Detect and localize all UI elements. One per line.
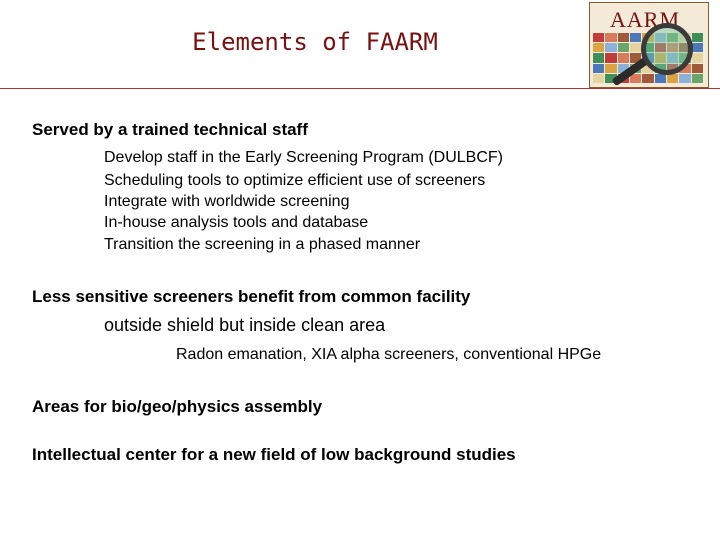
periodic-cell (593, 33, 604, 42)
periodic-cell (630, 43, 641, 52)
periodic-cell (692, 53, 703, 62)
logo-text: AARM (610, 7, 681, 32)
periodic-cell (605, 64, 616, 73)
periodic-cell (593, 43, 604, 52)
list-item: Develop staff in the Early Screening Program (DULBCF) (104, 149, 503, 166)
periodic-cell (605, 53, 616, 62)
aarm-logo (589, 2, 709, 88)
periodic-cell (692, 33, 703, 42)
section-heading-staff: Served by a trained technical staff (32, 120, 308, 139)
list-item: Transition the screening in a phased manner (104, 236, 421, 253)
periodic-cell (692, 74, 703, 83)
periodic-cell (667, 74, 678, 83)
periodic-cell (618, 33, 629, 42)
periodic-cell (692, 43, 703, 52)
list-item: Integrate with worldwide screening (104, 193, 350, 210)
section-heading-screeners: Less sensitive screeners benefit from common facility (32, 287, 471, 306)
title-bar (0, 0, 720, 89)
periodic-cell (605, 33, 616, 42)
list-item: In-house analysis tools and database (104, 214, 369, 231)
periodic-cell (630, 33, 641, 42)
section-subtext: outside shield but inside clean area (104, 315, 386, 335)
section-subsubtext: Radon emanation, XIA alpha screeners, conventional HPGe (176, 346, 602, 363)
periodic-cell (642, 74, 653, 83)
periodic-cell (618, 53, 629, 62)
periodic-cell (655, 74, 666, 83)
magnifier-icon (641, 23, 693, 75)
section-heading-intellectual-center: Intellectual center for a new field of low background studies (32, 445, 516, 464)
slide-title: Elements of FAARM (192, 28, 438, 56)
periodic-cell (618, 43, 629, 52)
list-item: Scheduling tools to optimize efficient use of screeners (104, 172, 486, 189)
periodic-cell (605, 43, 616, 52)
periodic-cell (692, 64, 703, 73)
periodic-cell (593, 74, 604, 83)
periodic-cell (593, 64, 604, 73)
periodic-cell (593, 53, 604, 62)
section-heading-assembly: Areas for bio/geo/physics assembly (32, 397, 323, 416)
periodic-cell (679, 74, 690, 83)
